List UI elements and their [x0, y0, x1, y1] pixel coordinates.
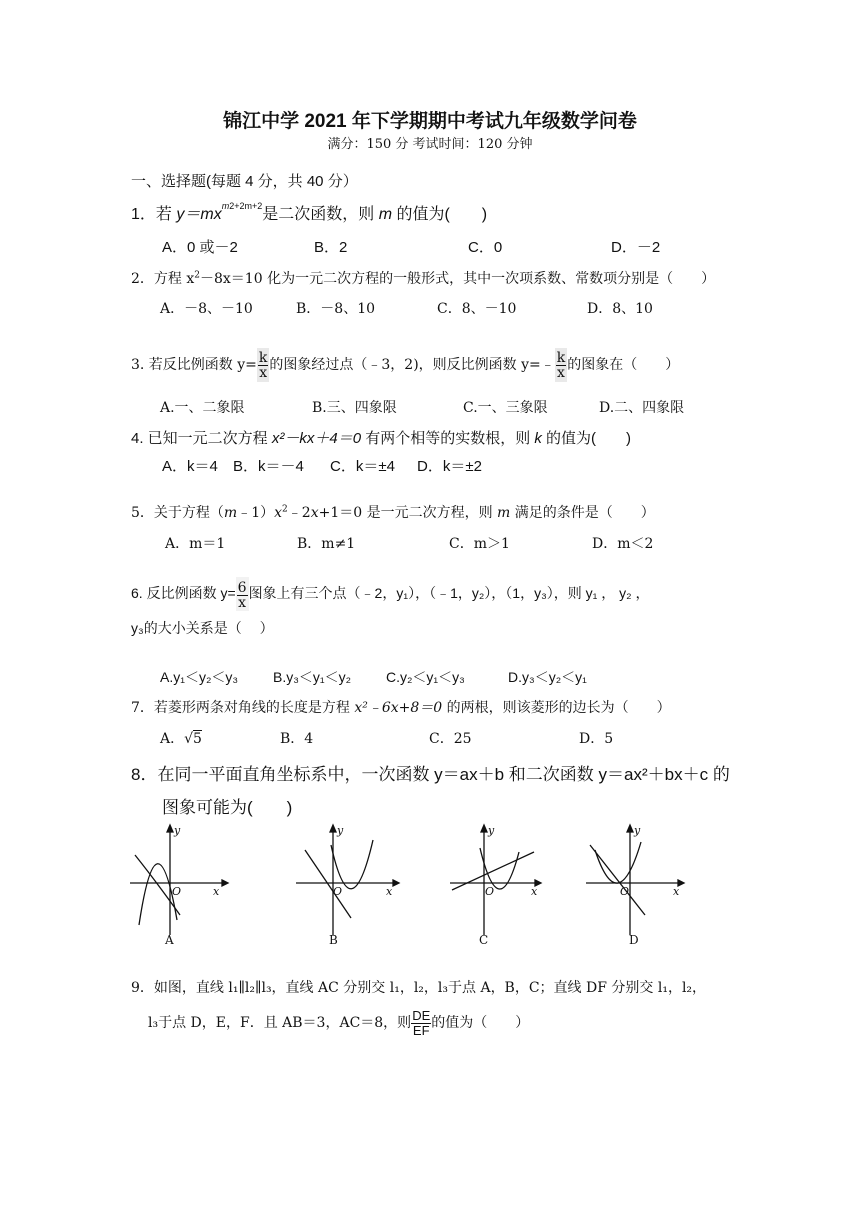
q5-m1: m	[223, 505, 238, 521]
q1-var: m	[378, 206, 393, 223]
graph-c-y-arrow	[481, 825, 487, 832]
q4-pre: 4. 已知一元二次方程	[131, 430, 272, 447]
q5-pre: 5．关于方程（	[131, 505, 224, 521]
q3-option-a: A.一、二象限	[160, 400, 245, 416]
question-1	[131, 201, 487, 224]
q2-text-pre: 2．方程 x	[131, 271, 195, 287]
q1-exponent-m: m	[221, 200, 230, 211]
graph-d-origin: O	[620, 885, 630, 898]
q3-post: 的图象在（ ）	[567, 357, 680, 373]
graph-b-parabola	[331, 840, 373, 889]
question-9: 9．如图，直线 l₁∥l₂∥l₃，直线 AC 分别交 l₁，l₂，l₃于点 A，B，C；直线 DF 分别交 l₁，l₂，	[131, 980, 707, 996]
q6-option-d: D.y₃＜y₂＜y₁	[508, 669, 587, 685]
q4-equation: x²－kx＋4＝0	[271, 430, 362, 447]
q4-post: 的值为( )	[541, 430, 632, 447]
q3-option-c: C.一、三象限	[463, 400, 548, 416]
graph-c-x-label: x	[531, 885, 538, 898]
q2-option-b: B．－8、10	[296, 301, 376, 317]
graph-c-origin: O	[485, 885, 495, 898]
graph-a-origin: O	[172, 885, 182, 898]
exam-subtitle: 满分：150 分 考试时间：120 分钟	[327, 137, 533, 152]
question-6	[131, 576, 650, 611]
q1-expression: y＝mx	[176, 206, 222, 223]
question-3	[131, 348, 679, 382]
q5-option-b: B．m≠1	[297, 536, 356, 552]
q9-line2-post: 的值为（ ）	[431, 1015, 530, 1031]
q4-var: k	[534, 430, 542, 447]
question-8-line2: 图象可能为( )	[162, 798, 293, 817]
graph-b-x-arrow	[393, 880, 399, 886]
graph-d-caption: D	[629, 933, 639, 947]
q5-x2: x	[310, 505, 319, 521]
graph-d	[586, 824, 684, 947]
exam-title: 锦江中学 2021 年下学期期中考试九年级数学问卷	[223, 111, 637, 132]
q3-option-d: D.二、四象限	[599, 400, 685, 416]
q6-post: 图象上有三个点（﹣2，y₁），（﹣1，y₂），（1，y₃），则 y₁ ， y₂ ，	[248, 585, 650, 601]
question-4	[131, 427, 631, 448]
q2-option-d: D．8、10	[587, 301, 653, 317]
graph-b-y-label: y	[337, 824, 344, 837]
q1-number: 1．	[131, 206, 156, 223]
q2-option-c: C．8、－10	[437, 301, 517, 317]
graph-a-y-arrow	[167, 825, 173, 832]
q6-line2: y₃的大小关系是（ ）	[131, 620, 274, 636]
q5-sup: 2	[282, 504, 288, 515]
q3-mid: 的图象经过点（﹣3，2)，则反比例函数 y=﹣	[269, 357, 555, 373]
q7-pre: 7．若菱形两条对角线的长度是方程	[131, 700, 355, 716]
q5-option-a: A．m＝1	[165, 536, 226, 552]
q5-m2: m	[497, 505, 511, 521]
graph-a	[130, 824, 228, 947]
graph-d-y-arrow	[627, 825, 633, 832]
q7-option-a	[160, 728, 202, 748]
graph-c-caption: C	[479, 933, 489, 947]
graph-c-y-label: y	[488, 824, 495, 837]
q5-option-d: D．m＜2	[592, 536, 654, 552]
q5-mid1: ﹣1）	[237, 505, 275, 521]
q7-post: 的两根，则该菱形的边长为（ ）	[442, 700, 671, 716]
q1-option-c: C．0	[468, 239, 503, 256]
q8-graphs	[125, 820, 725, 950]
q4-option-a: A．k＝4	[162, 458, 218, 475]
q1-exponent-rest: 2+2m+2	[229, 200, 263, 211]
q4-option-d: D．k＝±2	[417, 458, 482, 475]
q2-text-post: －8x＝10 化为一元二次方程的一般形式，其中一次项系数、常数项分别是（ ）	[200, 271, 716, 287]
question-7	[131, 697, 671, 717]
question-9-line2	[148, 1006, 529, 1040]
graph-b	[296, 824, 399, 947]
q1-post: 是二次函数，则	[262, 206, 379, 223]
graph-c	[450, 824, 541, 947]
section-heading: 一、选择题(每题 4 分，共 40 分）	[131, 173, 358, 190]
q1-pre: 若	[155, 206, 177, 223]
q1-option-b: B．2	[314, 239, 348, 256]
q6-option-b: B.y₃＜y₁＜y₂	[273, 669, 352, 685]
q7-sqrt-icon: √	[184, 731, 194, 747]
q3-fraction-1: $\frac{k}{x}$	[258, 349, 268, 381]
q9-line2-pre: l₃于点 D，E，F．且 AB＝3，AC＝8，则	[148, 1015, 412, 1031]
q5-post2: 满足的条件是（ ）	[510, 505, 655, 521]
q9-fraction: $\frac{DE}{EF}$	[412, 1007, 431, 1038]
q5-post1: +1＝0 是一元二次方程，则	[318, 505, 498, 521]
graph-d-parabola	[595, 842, 641, 883]
q7-option-a-label: A．	[160, 731, 185, 747]
graph-d-x-label: x	[673, 885, 680, 898]
graph-b-y-arrow	[330, 825, 336, 832]
q4-mid: 有两个相等的实数根，则	[361, 430, 535, 447]
q5-mid2: ﹣2	[287, 505, 311, 521]
question-8: 8．在同一平面直角坐标系中，一次函数 y＝ax＋b 和二次函数 y＝ax²＋bx＋c 的	[131, 765, 730, 784]
q3-fraction-2: $\frac{k}{x}$	[556, 349, 566, 381]
q6-fraction: $\frac{6}{x}$	[237, 580, 247, 612]
q6-option-c: C.y₂＜y₁＜y₃	[386, 669, 465, 685]
graph-d-y-label: y	[634, 824, 641, 837]
q1-option-d: D．－2	[611, 239, 661, 256]
q6-pre: 6. 反比例函数 y=	[131, 585, 236, 601]
q3-option-b: B.三、四象限	[312, 400, 397, 416]
q1-option-a: A．0 或－2	[162, 239, 238, 256]
q1-tail: 的值为( )	[392, 206, 488, 223]
q7-radicand: 5	[193, 731, 202, 747]
q3-pre: 3. 若反比例函数 y=	[131, 357, 257, 373]
graph-b-origin: O	[333, 885, 343, 898]
q7-option-b: B．4	[280, 731, 314, 747]
q6-option-a: A.y₁＜y₂＜y₃	[160, 669, 239, 685]
q2-option-a: A．－8、－10	[160, 301, 253, 317]
graph-b-x-label: x	[386, 885, 393, 898]
q4-option-b: B．k＝－4	[233, 458, 304, 475]
graph-a-x-label: x	[213, 885, 220, 898]
graph-a-x-arrow	[222, 880, 228, 886]
q5-x1: x	[274, 505, 283, 521]
graph-a-y-label: y	[174, 824, 181, 837]
graph-a-caption: A	[165, 933, 174, 947]
q7-equation: x²﹣6x+8＝0	[354, 700, 443, 716]
q4-option-c: C．k＝±4	[330, 458, 395, 475]
graph-b-caption: B	[329, 933, 338, 947]
q5-option-c: C．m＞1	[449, 536, 510, 552]
q7-option-d: D．5	[579, 731, 614, 747]
question-2	[131, 268, 715, 288]
q2-sup: 2	[194, 270, 200, 281]
q7-option-c: C．25	[429, 731, 472, 747]
question-5	[131, 502, 655, 522]
